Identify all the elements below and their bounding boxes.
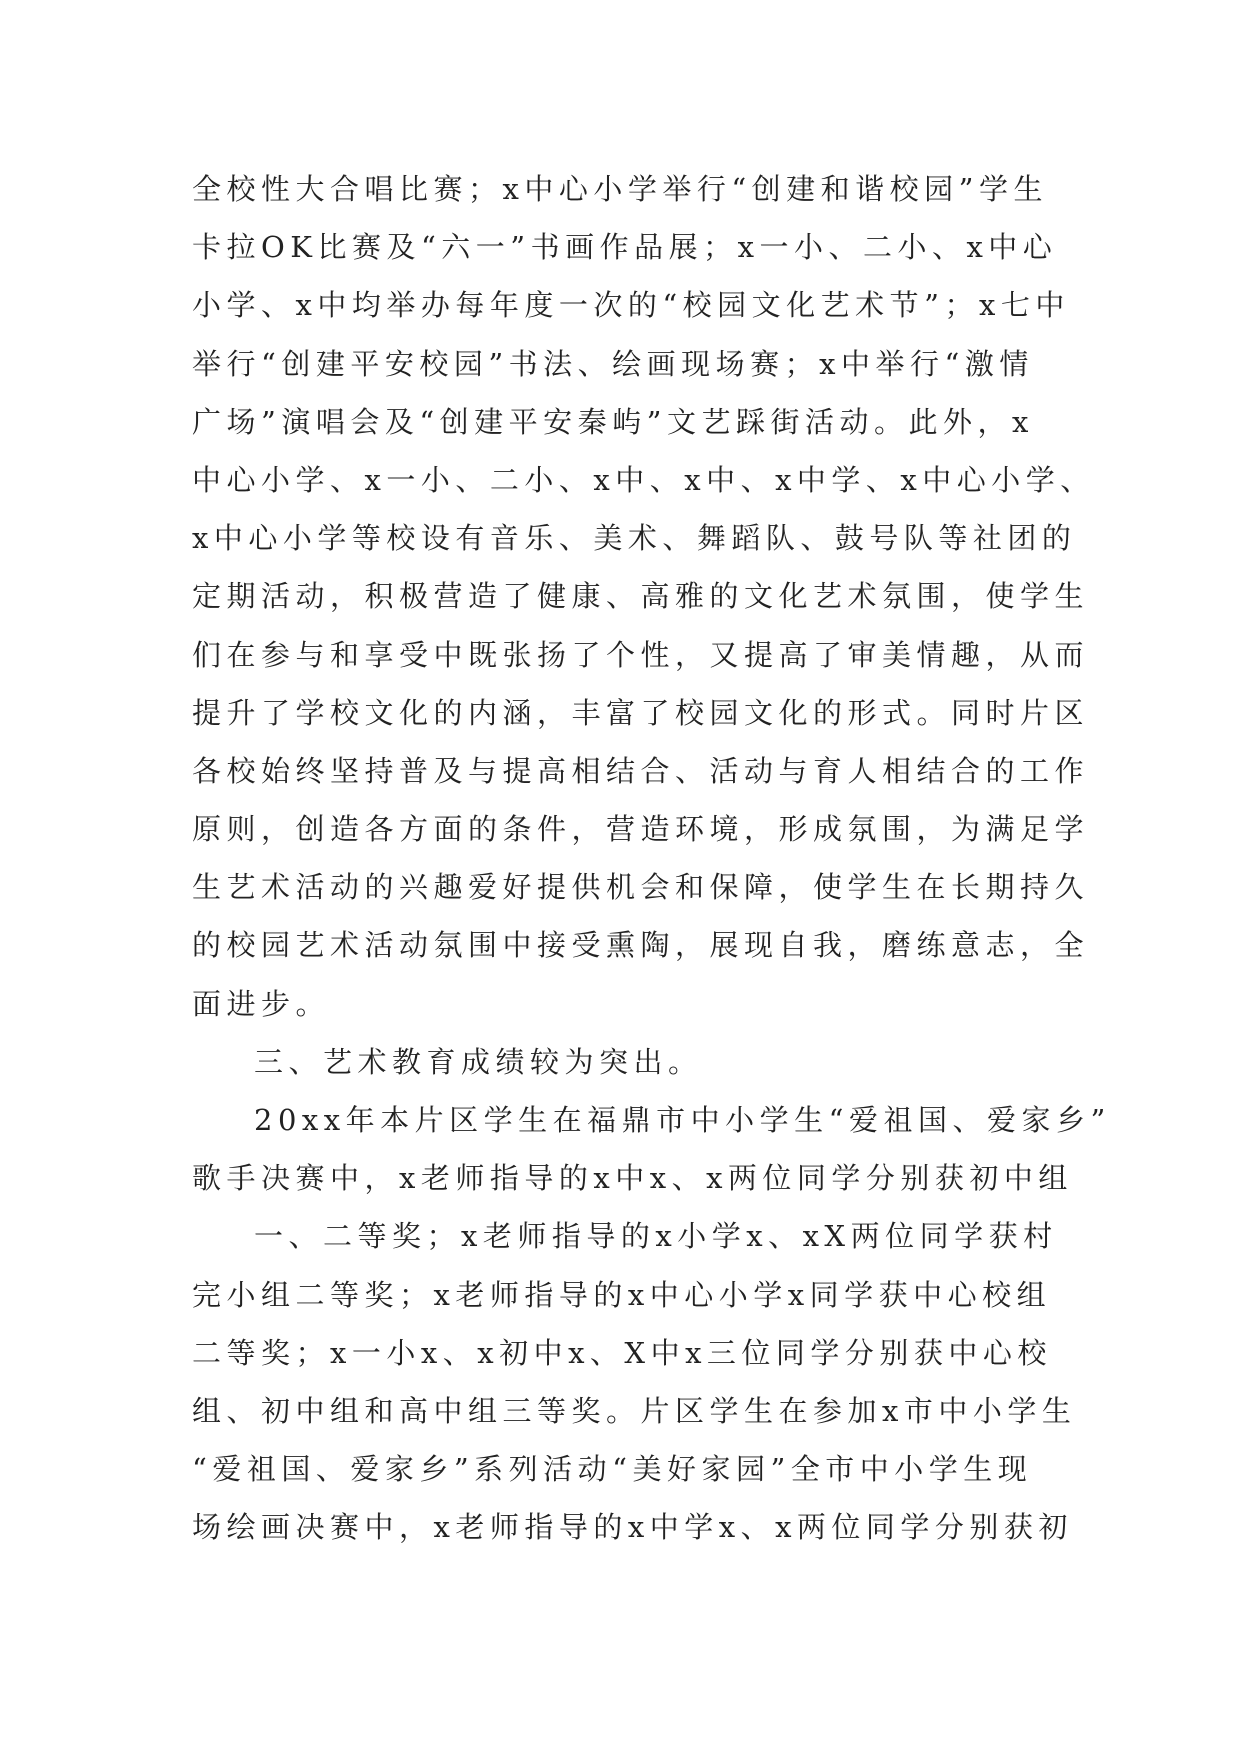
text-line: 歌手决赛中，x老师指导的x中x、x两位同学分别获初中组 — [192, 1161, 1073, 1196]
text-line: 二等奖；x一小x、x初中x、X中x三位同学分别获中心校 — [192, 1335, 1052, 1370]
text-line: 提升了学校文化的内涵，丰富了校园文化的形式。同时片区 — [192, 695, 1090, 730]
text-line: 举行“创建平安校园”书法、绘画现场赛；x中举行“激情 — [192, 346, 1034, 381]
text-line: 全校性大合唱比赛；x中心小学举行“创建和谐校园”学生 — [192, 172, 1049, 206]
text-line: 卡拉OK比赛及“六一”书画作品展；x一小、二小、x中心 — [192, 230, 1058, 265]
text-line: 完小组二等奖；x老师指导的x中心小学x同学获中心校组 — [192, 1277, 1052, 1312]
section-heading: 三、艺术教育成绩较为突出。 — [254, 1044, 703, 1079]
text-line: 原则，创造各方面的条件，营造环境，形成氛围，为满足学 — [192, 812, 1090, 847]
text-line: 们在参与和享受中既张扬了个性，又提高了审美情趣，从而 — [192, 637, 1090, 672]
text-line: 各校始终坚持普及与提高相结合、活动与育人相结合的工作 — [192, 753, 1090, 788]
text-line: 定期活动，积极营造了健康、高雅的文化艺术氛围，使学生 — [192, 579, 1090, 614]
text-line: 面进步。 — [192, 986, 331, 1021]
text-line: 场绘画决赛中，x老师指导的x中学x、x两位同学分别获初 — [192, 1510, 1073, 1545]
text-line: x中心小学等校设有音乐、美术、舞蹈队、鼓号队等社团的 — [192, 521, 1077, 556]
text-line: “爱祖国、爱家乡”系列活动“美好家园”全市中小学生现 — [192, 1452, 1033, 1487]
text-line: 中心小学、x一小、二小、x中、x中、x中学、x中心小学、 — [192, 462, 1095, 497]
text-line: 生艺术活动的兴趣爱好提供机会和保障，使学生在长期持久 — [192, 870, 1090, 905]
document-body — [192, 160, 1111, 1557]
text-line: 20xx年本片区学生在福鼎市中小学生“爱祖国、爱家乡” — [254, 1103, 1111, 1137]
text-line: 组、初中组和高中组三等奖。片区学生在参加x市中小学生 — [192, 1393, 1077, 1428]
text-line: 一、二等奖；x老师指导的x小学x、xX两位同学获村 — [254, 1219, 1058, 1254]
text-line: 广场”演唱会及“创建平安秦屿”文艺踩街活动。此外，x — [192, 404, 1034, 439]
text-line: 小学、x中均举办每年度一次的“校园文化艺术节”；x七中 — [192, 288, 1070, 323]
text-line: 的校园艺术活动氛围中接受熏陶，展现自我，磨练意志，全 — [192, 928, 1090, 963]
